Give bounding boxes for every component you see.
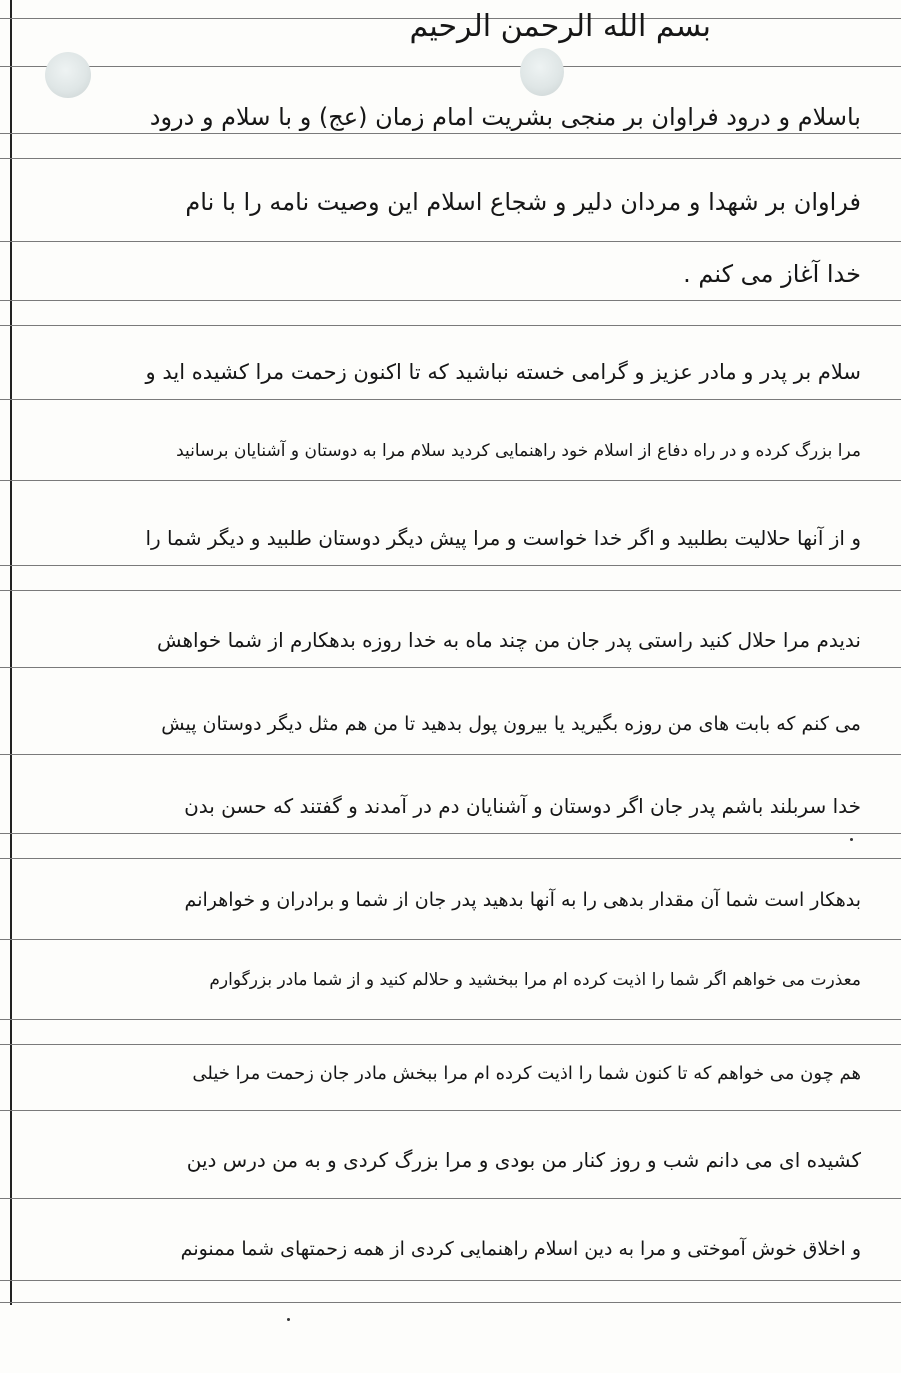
- letter-line: خدا سربلند باشم پدر جان اگر دوستان و آشنایان دم در آمدند و گفتند که حسن بدن: [184, 794, 861, 818]
- ruled-line: [0, 590, 901, 591]
- ruled-line: [0, 66, 901, 67]
- ruled-line: [0, 133, 901, 134]
- punch-hole-left: [45, 52, 91, 98]
- ruled-line: [0, 1110, 901, 1111]
- letter-line: و اخلاق خوش آموختی و مرا به دین اسلام راهنمایی کردی از همه زحمتهای شما ممنونم: [180, 1238, 861, 1260]
- letter-line: هم چون می خواهم که تا کنون شما را اذیت کرده ام مرا ببخش مادر جان زحمت مرا خیلی: [192, 1063, 861, 1084]
- ruled-line: [0, 1019, 901, 1020]
- ruled-line: [0, 158, 901, 159]
- ruled-line: [0, 667, 901, 668]
- ruled-line: [0, 858, 901, 859]
- letter-line: و از آنها حلالیت بطلبید و اگر خدا خواست و مرا پیش دیگر دوستان طلبید و دیگر شما را: [145, 526, 861, 550]
- ruled-line: [0, 833, 901, 834]
- letter-line: ندیدم مرا حلال کنید راستی پدر جان من چند ماه به خدا روزه بدهکارم از شما خواهش: [157, 628, 861, 652]
- ruled-line: [0, 241, 901, 242]
- letter-line: بدهکار است شما آن مقدار بدهی را به آنها بدهید پدر جان از شما و برادران و خواهرانم: [184, 889, 861, 911]
- letter-line: کشیده ای می دانم شب و روز کنار من بودی و مرا بزرگ کردی و به من درس دین: [186, 1148, 861, 1172]
- document-heading: بسم الله الرحمن الرحیم: [409, 9, 711, 44]
- ruled-line: [0, 939, 901, 940]
- letter-line: می کنم که بابت های من روزه بگیرید یا بیرون پول بدهید تا من هم مثل دیگر دوستان پیش: [161, 713, 861, 735]
- letter-line: معذرت می خواهم اگر شما را اذیت کرده ام مرا ببخشید و حلالم کنید و از شما مادر بزرگوارم: [209, 970, 861, 990]
- ruled-line: [0, 1044, 901, 1045]
- ruled-line: [0, 1280, 901, 1281]
- scan-speck: [287, 1318, 290, 1321]
- ruled-line: [0, 300, 901, 301]
- ruled-line: [0, 480, 901, 481]
- letter-line: مرا بزرگ کرده و در راه دفاع از اسلام خود راهنمایی کردید سلام مرا به دوستان و آشنایان برسانید: [176, 441, 861, 461]
- letter-line: فراوان بر شهدا و مردان دلیر و شجاع اسلام این وصیت نامه را با نام: [185, 188, 861, 216]
- letter-line: باسلام و درود فراوان بر منجی بشریت امام زمان (عج) و با سلام و درود: [149, 103, 861, 131]
- ruled-line: [0, 1198, 901, 1199]
- scan-speck: [850, 838, 853, 841]
- ruled-line: [0, 399, 901, 400]
- ruled-line: [0, 325, 901, 326]
- letter-line: سلام بر پدر و مادر عزیز و گرامی خسته نباشید که تا اکنون زحمت مرا کشیده اید و: [145, 360, 861, 384]
- ruled-line: [0, 754, 901, 755]
- ruled-line: [0, 1302, 901, 1303]
- punch-hole-right: [520, 48, 564, 96]
- letter-line: خدا آغاز می کنم .: [683, 260, 861, 288]
- ruled-line: [0, 565, 901, 566]
